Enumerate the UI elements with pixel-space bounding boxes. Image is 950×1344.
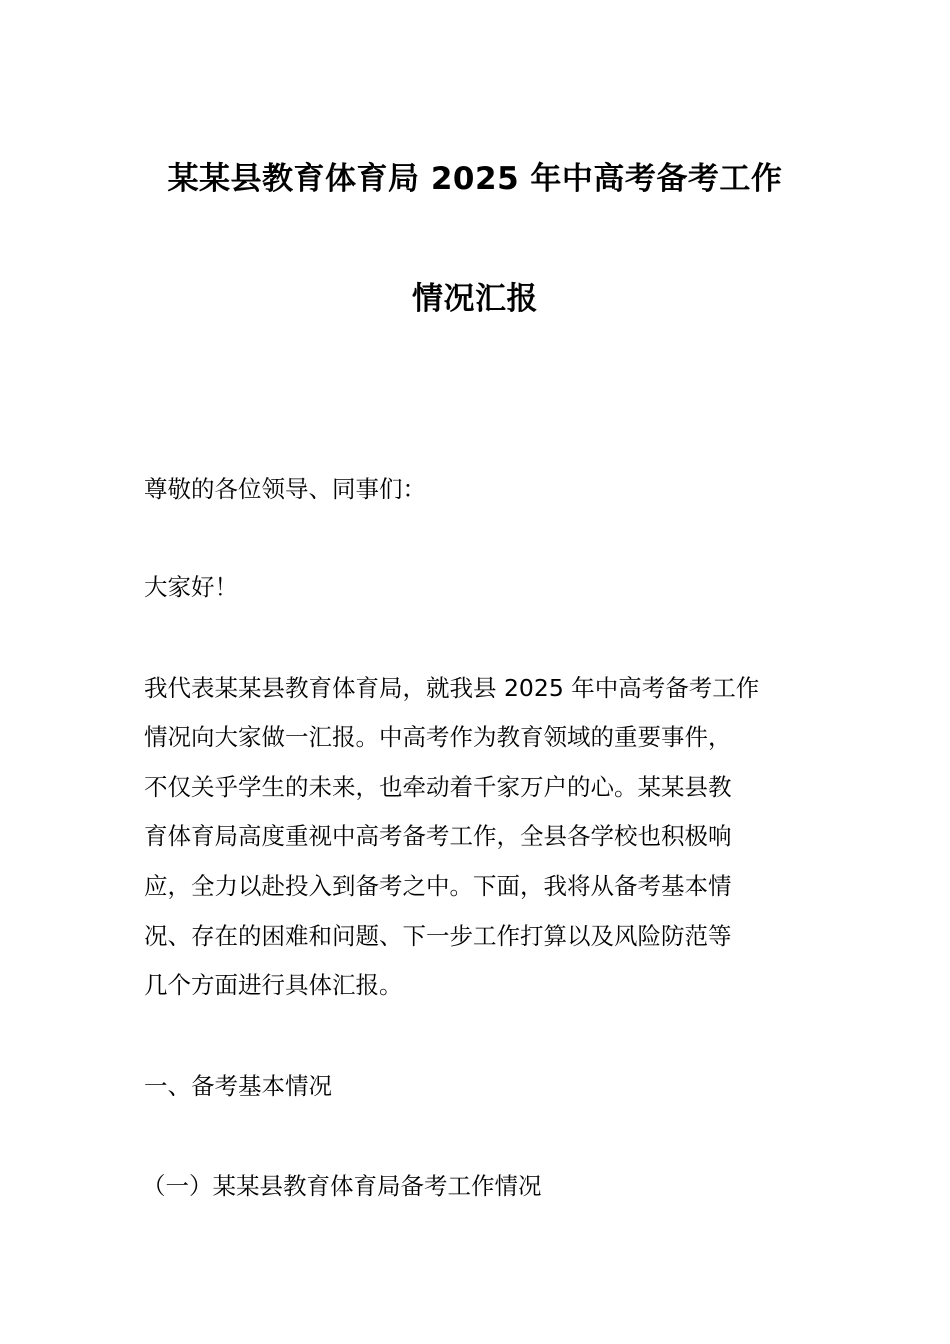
intro-line-7: 几个方面进行具体汇报。 — [144, 971, 403, 999]
intro-line-3: 不仅关乎学生的未来，也牵动着千家万户的心。某某县教 — [144, 773, 732, 801]
document-title-line-2: 情况汇报 — [412, 281, 538, 317]
document-title-line-1: 某某县教育体育局 2025 年中高考备考工作 — [167, 161, 783, 197]
intro-line-2: 情况向大家做一汇报。中高考作为教育领域的重要事件， — [144, 723, 732, 751]
intro-line-1: 我代表某某县教育体育局，就我县 2025 年中高考备考工作 — [144, 674, 760, 702]
greeting: 大家好！ — [144, 573, 238, 601]
intro-line-4: 育体育局高度重视中高考备考工作，全县各学校也积极响 — [144, 822, 732, 850]
intro-line-5: 应，全力以赴投入到备考之中。下面，我将从备考基本情 — [144, 872, 732, 900]
subsection-heading: （一）某某县教育体育局备考工作情况 — [142, 1172, 542, 1200]
intro-line-6: 况、存在的困难和问题、下一步工作打算以及风险防范等 — [144, 922, 732, 950]
section-heading: 一、备考基本情况 — [144, 1072, 332, 1100]
salutation: 尊敬的各位领导、同事们： — [144, 475, 426, 503]
